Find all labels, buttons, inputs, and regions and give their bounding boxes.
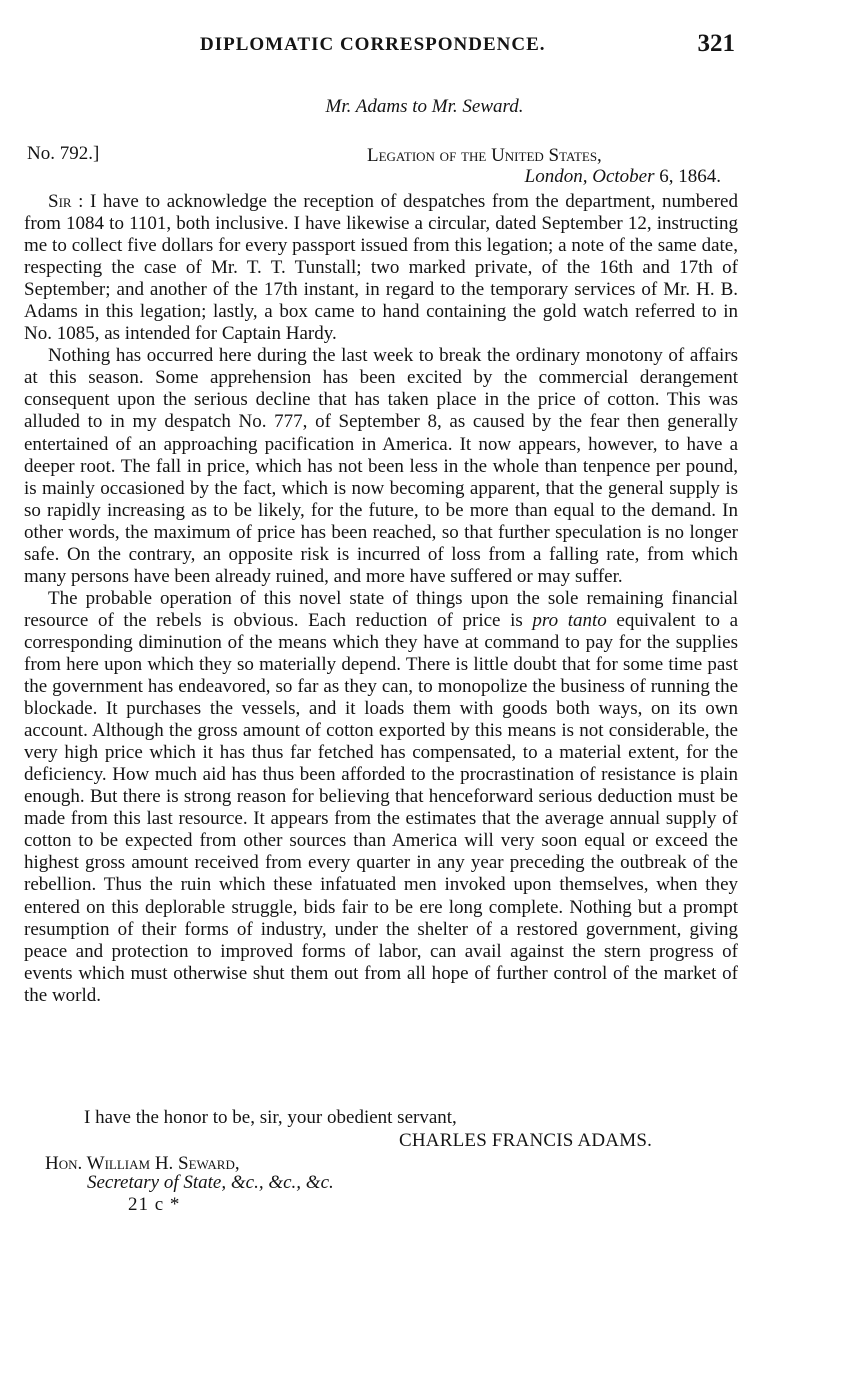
despatch-number: No. 792.] [27, 143, 100, 164]
letter-body [24, 191, 738, 1007]
paragraph-text: I have to acknowledge the reception of despatches from the department, numbered from 1084 to 1101, both inclusive. I have likewise a circular, dated September 12, instructing me to collect five dollars for every passport issued from this legation; a note of the same date, respecting the case of Mr. T. T. Tunstall; two marked private, of the 16th and 17th of September; and another of the 17th instant, in regard to the temporary services of Mr. H. B. Adams in this legation; lastly, a box came to hand containing the gold watch referred to in No. 1085, as intended for Captain Hardy. [24, 191, 738, 345]
letter-title: Mr. Adams to Mr. Seward. [325, 96, 524, 117]
complimentary-close: I have the honor to be, sir, your obedient servant, [84, 1107, 457, 1128]
signature-mark: 21 c * [128, 1194, 181, 1215]
paragraph: Nothing has occurred here during the last week to break the ordinary monotony of affairs at this season. Some apprehension has been excited by the commercial derangement consequent upon the serious decline that has taken place in the price of cotton. This was alluded to in my despatch No. 777, of September 8, as caused by the fear then generally entertained of an approaching pacification in America. It now appears, however, to have a deeper root. The fall in price, which has not been less in the whole than tenpence per pound, is mainly occasioned by the fact, which is now becoming apparent, that the general supply is so rapidly increasing as to be likely, for the future, to be more than equal to the demand. In other words, the maximum of price has been reached, so that further speculation is no longer safe. On the contrary, an opposite risk is incurred of loss from a falling rate, from which many persons have been already ruined, and more have suffered or may suffer. [24, 345, 738, 587]
place-date [525, 166, 721, 188]
signature: CHARLES FRANCIS ADAMS. [399, 1130, 653, 1151]
running-title: DIPLOMATIC CORRESPONDENCE. [200, 34, 546, 55]
legation-heading: Legation of the United States, [367, 145, 602, 166]
running-head [200, 30, 760, 60]
addressee: Hon. William H. Seward, [45, 1153, 240, 1174]
paragraph [24, 588, 738, 1007]
paragraph [24, 191, 738, 345]
paragraph-text: equivalent to a corresponding diminution of the means which they have at command to pay for the supplies from here upon which they so materially depend. There is little doubt that for some time past the government has endeavored, so far as they can, to monopolize the business of running the blockade. It purchases the vessels, and it loads them with goods both ways, on its own account. Although the gross amount of cotton exported by this means is not considerable, the very high price which it has thus far fetched has compensated, to a material extent, for the deficiency. How much aid has thus been afforded to the procrastination of resistance is plain enough. But there is strong reason for believing that henceforward serious deduction must be made from this last resource. It appears from the estimates that the average annual supply of cotton to be expected from other sources than America will very soon equal or exceed the highest gross amount received from every quarter in any year preceding the outbreak of the rebellion. Thus the ruin which these infatuated men invoked upon themselves, when they entered on this deplorable struggle, bids fair to be ere long complete. Nothing but a prompt resumption of their forms of industry, under the shelter of a restored government, giving peace and protection to improved forms of labor, can avail against the stern progress of events which must otherwise shut them out from all hope of further control of the market of the world. [24, 609, 738, 1006]
latin-phrase: pro tanto [532, 609, 607, 631]
salutation: Sir : [48, 191, 84, 212]
place: London, October [524, 166, 655, 187]
date: 6, 1864. [654, 166, 721, 187]
page-number: 321 [697, 30, 735, 57]
paragraph-text: The probable operation of this novel state of things upon the sole remaining financial resource of the rebels is obvious. Each reduction of price is [24, 587, 738, 631]
addressee-title: Secretary of State, &c., &c., &c. [87, 1172, 334, 1193]
